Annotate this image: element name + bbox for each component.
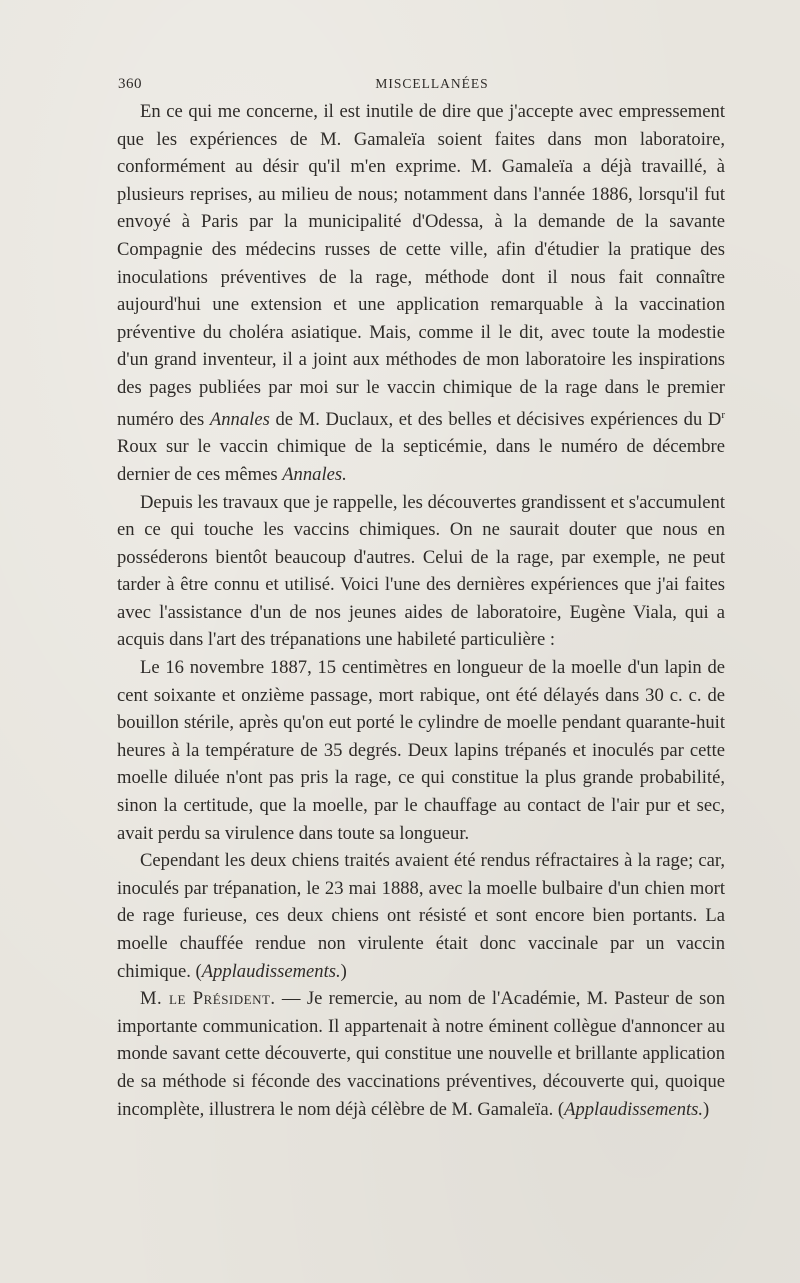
page-number: 360 [118, 76, 142, 92]
paragraph-1 [117, 98, 725, 489]
running-title: MISCELLANÉES [375, 76, 489, 91]
paragraph-1-text: En ce qui me concerne, il est inutile de dire que j'accepte avec empressement que les expériences de M. Gamaleïa soient faites dans mon laboratoire, conformément au désir qu'il m'en exprime. M. Gamaleïa a déjà travaillé, à plusieurs reprises, au milieu de nous; notamment dans l'année 1886, lorsqu'il fut envoyé à Paris par la municipalité d'Odessa, à la demande de la savante Compagnie des médecins russes de cette ville, afin d'étudier la pratique des inoculations préventives de la rage, méthode dont il nous fait connaître aujourd'hui une extension et une application remarquable à la vaccination préventive du choléra asiatique. Mais, comme il le dit, avec toute la modestie d'un grand inventeur, il a joint aux méthodes de mon laboratoire les inspirations des pages publiées par moi sur le vaccin chimique de la rage dans le premier numéro des [117, 101, 725, 430]
running-head [118, 76, 728, 96]
doctor-superscript: r [721, 408, 725, 421]
body-text [117, 98, 725, 1123]
paragraph-2: Depuis les travaux que je rappelle, les découvertes grandissent et s'accumulent en ce qui touche les vaccins chimiques. On ne saurait douter que nous en posséderons bientôt beaucoup d'autres. Celui de la rage, par exemple, ne peut tarder à être connu et utilisé. Voici l'une des dernières expériences que j'ai faites avec l'assistance d'un de nos jeunes aides de laboratoire, Eugène Viala, qui a acquis dans l'art des trépanations une habileté particulière : [117, 491, 725, 651]
annales-title: Annales [209, 408, 270, 430]
paragraph-4 [117, 847, 725, 985]
paragraph-4-end: ) [340, 960, 347, 982]
paragraph-4-text: Cependant les deux chiens traités avaient été rendus réfractaires à la rage; car, inoculés par trépanation, le 23 mai 1888, avec la moelle bulbaire d'un chien mort de rage furieuse, ces deux chiens ont résisté et sont encore bien portants. La moelle chauffée rendue non virulente était donc vaccinale par un vaccin chimique. ( [117, 850, 725, 982]
paragraph-3: Le 16 novembre 1887, 15 centimètres en longueur de la moelle d'un lapin de cent soixante et onzième passage, mort rabique, ont été délayés dans 30 c. c. de bouillon stérile, après qu'on eut porté le cylindre de moelle pendant quarante-huit heures à la température de 35 degrés. Deux lapins trépanés et inoculés par cette moelle diluée n'ont pas pris la rage, ce qui constitue la plus grande probabilité, sinon la certitude, que la moelle, par le chauffage au contact de l'air pur et sec, avait perdu sa virulence dans toute sa longueur. [117, 657, 725, 844]
paragraph-1-text-b: de M. Duclaux, et des belles et décisives expériences du D [269, 408, 722, 430]
applause-note: Applaudissements. [201, 960, 341, 982]
paragraph-1-text-c: Roux sur le vaccin chimique de la septicémie, dans le numéro de décembre dernier de ces mêmes [117, 436, 725, 485]
paragraph-5-text: — Je remercie, au nom de l'Académie, M. Pasteur de son importante communication. Il appartenait à notre éminent collègue d'annoncer au monde savant cette découverte, qui constitue une nouvelle et brillante application de sa méthode si féconde des vaccinations préventives, découverte qui, quoique incomplète, illustrera le nom déjà célèbre de M. Gamaleïa. ( [117, 988, 725, 1120]
paragraph-5-end: ) [703, 1098, 710, 1120]
paragraph-5 [117, 985, 725, 1123]
applause-note-2: Applaudissements. [564, 1098, 704, 1120]
speaker-label: M. le Président. [140, 988, 276, 1010]
annales-title-2: Annales. [282, 463, 347, 485]
